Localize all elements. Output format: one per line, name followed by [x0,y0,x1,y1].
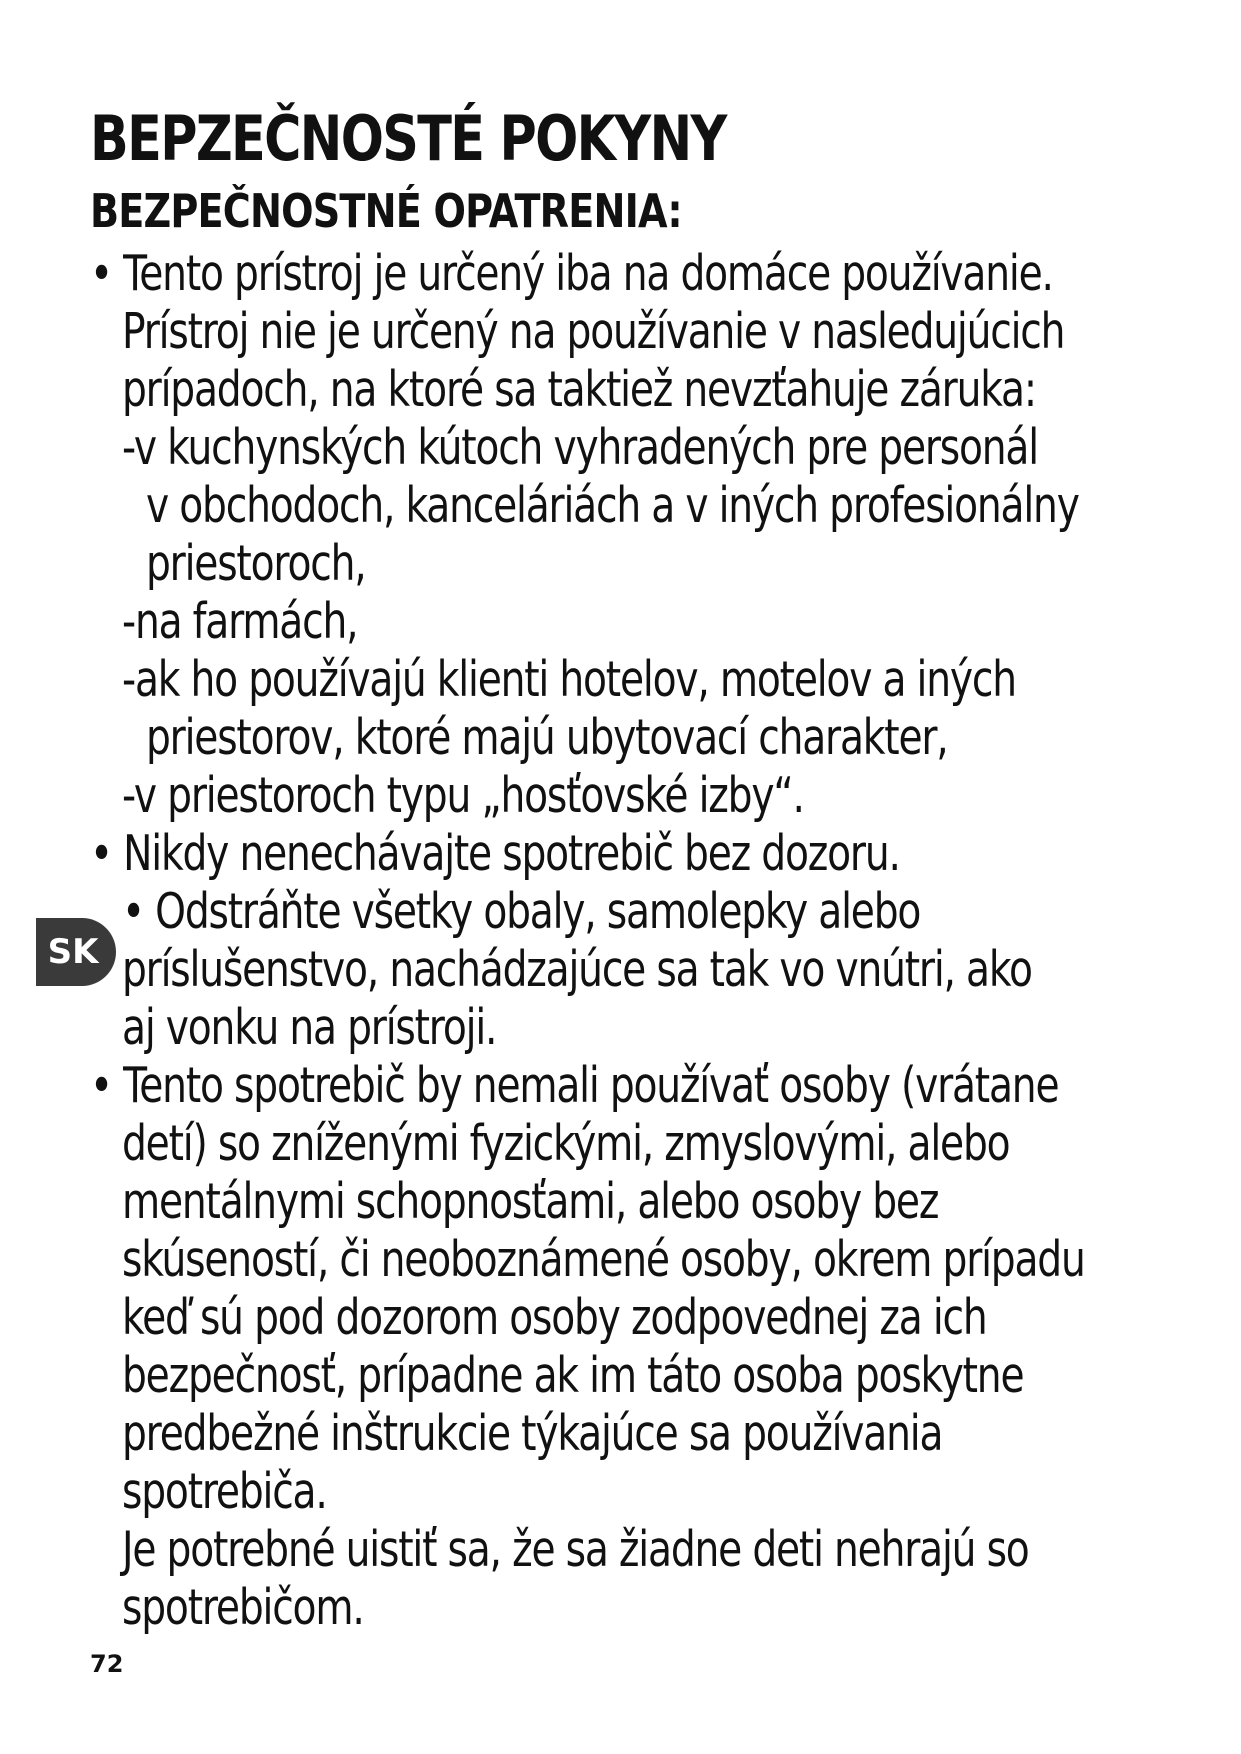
text-line: predbežné inštrukcie týkajúce sa používania [122,1405,943,1462]
text-line: v obchodoch, kanceláriách a v iných profesionálny [146,477,1079,534]
text-line: Je potrebné uistiť sa, že sa žiadne deti nehrajú so [122,1521,1029,1578]
text-line: príslušenstvo, nachádzajúce sa tak vo vnútri, ako [122,941,1032,998]
text-line: bezpečnosť, prípadne ak im táto osoba poskytne [122,1347,1024,1404]
text-line: priestoroch, [146,535,366,592]
text-line: -v kuchynských kútoch vyhradených pre personál [122,419,1038,476]
text-line: Prístroj nie je určený na používanie v nasledujúcich [122,303,1065,360]
text-line: • Tento prístroj je určený iba na domáce používanie. [90,245,1053,302]
text-line: • Nikdy nenechávajte spotrebič bez dozoru. [90,825,900,882]
text-line: -ak ho používajú klienti hotelov, motelov a iných [122,651,1016,708]
text-line: detí) so zníženými fyzickými, zmyslovými, alebo [122,1115,1010,1172]
page-number: 72 [90,1650,124,1678]
safety-instructions [90,245,1098,1637]
page-title: BEPZEČNOSTÉ POKYNY [90,102,726,175]
text-line: • Tento spotrebič by nemali používať osoby (vrátane [90,1057,1059,1114]
text-line: -na farmách, [122,593,358,650]
text-line: • Odstráňte všetky obaly, samolepky alebo [122,883,921,940]
text-line: -v priestoroch typu „hosťovské izby“. [122,767,804,824]
text-line: keď sú pod dozorom osoby zodpovednej za ich [122,1289,987,1346]
text-line: spotrebiča. [122,1463,327,1520]
language-tab: SK [36,918,116,986]
text-line: spotrebičom. [122,1579,364,1636]
text-line: aj vonku na prístroji. [122,999,497,1056]
text-line: mentálnymi schopnosťami, alebo osoby bez [122,1173,939,1230]
text-line: prípadoch, na ktoré sa taktiež nevzťahuje záruka: [122,361,1036,418]
text-line: skúseností, či neoboznámené osoby, okrem prípadu [122,1231,1085,1288]
section-subtitle: BEZPEČNOSTNÉ OPATRENIA: [90,184,682,238]
text-line: priestorov, ktoré majú ubytovací charakter, [146,709,948,766]
